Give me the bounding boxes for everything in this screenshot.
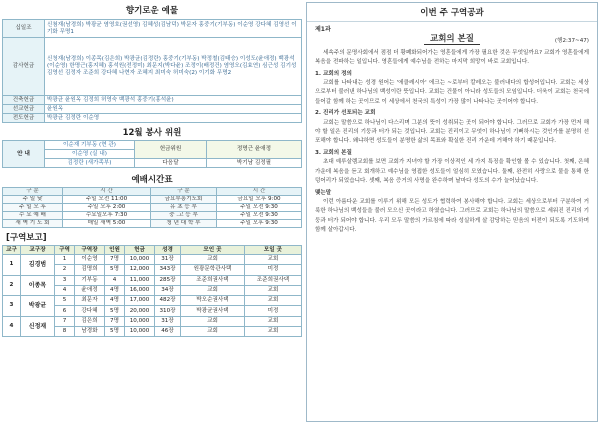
offering-names: 박광균 윤원옥 김정희 허영숙 백광석 홍중기(홍석윤) <box>45 96 302 105</box>
table-cell: 원광문학관사택 <box>181 265 245 275</box>
offering-category: 건축헌금 <box>3 96 45 105</box>
table-cell: 285장 <box>155 275 181 285</box>
lesson-number: 제1과 <box>315 26 331 33</box>
table-cell: 310장 <box>155 306 181 316</box>
table-cell: 조준희권사댁 <box>181 275 245 285</box>
table-row <box>3 38 302 96</box>
section-heading: 2. 진리가 선포되는 교회 <box>315 110 376 117</box>
table-cell: 5 <box>55 296 75 306</box>
table-cell: 강다혜 <box>75 306 105 316</box>
offering-names: 박광균 김정란 이순영 <box>45 114 302 123</box>
report-header: 성경 <box>155 246 181 255</box>
table-cell: 주일 오전 9:30 <box>217 212 302 220</box>
offering-names: 신첨재(남경희) 박광균 염영호(권선영) 김혜성(김남덕) 박문자 홍중기(기부동) 이순영 강다혜 김영선 이기화 무명1 <box>45 20 302 38</box>
staff-label: 안 내 <box>3 141 45 168</box>
table-cell: 343장 <box>155 265 181 275</box>
section-text: 교회는 말씀으로 하나님이 다스리며 그분의 뜻이 성취되는 곳이 되어야 합니다. 그러므로 교회가 가장 먼저 해야 할 일은 진리의 기둥과 터가 되는 것입니다. 교회는 진리이고 무엇이 하나님이 기뻐하시는 것인가를 분명히 선포해야 합니다. 왜냐하면 성도들이 분명한 삶의 목표와 확실한 진리 가운데 거해야 하기 때문입니다. <box>315 119 589 145</box>
table-cell: 5명 <box>105 306 125 316</box>
table-cell: 1 <box>55 255 75 265</box>
table-cell: 최문자 <box>75 296 105 306</box>
offering-title: 향기로운 예물 <box>125 6 179 16</box>
table-cell: 김명희 <box>75 265 105 275</box>
table-cell: 16,000 <box>125 285 155 295</box>
report-header: 교구장 <box>21 246 55 255</box>
table-row <box>3 275 302 285</box>
report-header: 교구 <box>3 246 21 255</box>
staff-name: 이순영 (실 내) <box>45 150 135 159</box>
district-number: 2 <box>3 275 21 296</box>
offering-table <box>2 19 302 123</box>
table-cell: 교회 <box>181 327 245 337</box>
district-number: 1 <box>3 255 21 276</box>
report-header: 헌금 <box>125 246 155 255</box>
table-cell: 수요일오후 7:30 <box>63 212 151 220</box>
offering-names: 윤원옥 <box>45 105 302 114</box>
table-cell: 7 <box>55 316 75 326</box>
table-cell: 12,000 <box>125 265 155 275</box>
schedule-header: 시 간 <box>217 188 302 196</box>
table-cell: 10,000 <box>125 316 155 326</box>
lesson-panel <box>306 2 598 422</box>
table-cell: 7명 <box>105 316 125 326</box>
table-cell: 20,000 <box>125 306 155 316</box>
table-row <box>3 96 302 105</box>
staff-value: 다음달 <box>135 159 207 168</box>
offering-category: 십일조 <box>3 20 45 38</box>
table-cell: 10,000 <box>125 255 155 265</box>
table-row <box>3 316 302 326</box>
staff-name: 이순재 기부동 (현 관) <box>45 141 135 150</box>
table-row <box>3 196 302 204</box>
schedule-header: 구 분 <box>151 188 217 196</box>
report-table <box>2 245 302 337</box>
section-text: 이런 아름다운 교회를 이루기 위해 모든 성도가 협력하여 봉사해야 합니다. 교회는 세상으로부터 구분하여 거룩한 하나님의 백성들을 불러 모으신 곳이라고 하였습니다. 그러므로 교회는 하나님의 말씀으로 세워진 진리의 기둥과 터가 되어야 합니다. 우리 모두 말씀의 가르침에 따라 성실하게 살 감당하는 믿음의 터전이 되도록 기도하며 함께 살아갑시다. <box>315 198 589 234</box>
table-cell: 유 초 등 부 <box>151 204 217 212</box>
table-cell: 4 <box>105 275 125 285</box>
table-cell: 6 <box>55 306 75 316</box>
table-cell: 기부동 <box>75 275 105 285</box>
report-header: 모인 곳 <box>181 246 245 255</box>
staff-title: 12월 봉사 위원 <box>122 128 182 138</box>
table-cell: 교회 <box>181 316 245 326</box>
table-cell: 이순영 <box>75 255 105 265</box>
district-number: 3 <box>3 296 21 317</box>
offering-category: 선교헌금 <box>3 105 45 114</box>
district-leader: 신정재 <box>21 316 55 337</box>
report-header: 인원 <box>105 246 125 255</box>
table-cell: 중 .고 등 부 <box>151 212 217 220</box>
table-cell: 31장 <box>155 255 181 265</box>
left-column <box>2 0 302 424</box>
table-cell: 매일 새벽 5:00 <box>63 220 151 228</box>
table-cell: 주일 오후 2:00 <box>63 204 151 212</box>
table-row <box>3 20 302 38</box>
staff-value: 박기남 김정필 <box>207 159 302 168</box>
table-cell: 윤애정 <box>75 285 105 295</box>
table-cell: 482장 <box>155 296 181 306</box>
table-row <box>3 296 302 306</box>
district-leader: 박광균 <box>21 296 55 317</box>
table-cell: 11,000 <box>125 275 155 285</box>
table-cell: 교회 <box>181 285 245 295</box>
offering-category: 감사헌금 <box>3 38 45 96</box>
table-cell: 31장 <box>155 316 181 326</box>
table-cell: 3 <box>55 275 75 285</box>
schedule-header: 구 분 <box>3 188 63 196</box>
table-row <box>3 212 302 220</box>
report-title: [구역보고] <box>6 233 47 243</box>
right-column <box>306 0 598 424</box>
lesson-body <box>307 22 597 239</box>
section-text: 교회를 나타내는 성경 원어는 '에클레시아' 에크는 ~로부터 칼레오는 불러내다의 합성어입니다. 교회는 세상으로부터 불러낸 하나님의 백성이란 뜻입니다. 교회는 건물이 아니라 성도들의 모임입니다. 더욱이 교회는 천국에 들어갈 함께 하는 곳이므로 이 세상에서 천국의 특성이 가장 많이 나타나는 곳이어야 합니다. <box>315 80 589 105</box>
table-cell: 5명 <box>105 265 125 275</box>
lesson-header: 이번 주 구역공과 <box>307 3 597 22</box>
district-leader: 김경범 <box>21 255 55 276</box>
table-cell: 미정 <box>245 265 302 275</box>
lesson-reference: (행2:37~47) <box>554 38 589 45</box>
table-cell: 10,000 <box>125 327 155 337</box>
table-cell: 박광균권사댁 <box>181 306 245 316</box>
table-cell: 박오순권사댁 <box>181 296 245 306</box>
table-cell: 금요부흥기도회 <box>151 196 217 204</box>
table-cell: 34장 <box>155 285 181 295</box>
offering-names: 신청재(남경희) 이종목(김은희) 박광균(김정란) 홍중기(기부동) 박정철(김태승) 이성도(윤애정) 백광석(이순영) 한명근(홍지혜) 홍석원(전정미) 최문지(박다윤) 조정이(배정건) 염영오(김효연) 심근성 김기성 김영선 김정자 조준희 강다혜 나현자 조혜지 최미숙 허미숙(2) 이기화 무명2 <box>45 38 302 96</box>
table-cell: 남경화 <box>75 327 105 337</box>
table-cell: 5명 <box>105 327 125 337</box>
table-cell: 청 년 대 학 부 <box>151 220 217 228</box>
table-cell: 46장 <box>155 327 181 337</box>
table-cell: 교회 <box>245 296 302 306</box>
table-cell: 교회 <box>181 255 245 265</box>
table-cell: 4명 <box>105 296 125 306</box>
section-text: 초대 예루살렘교회를 보면 교회가 지녀야 할 가장 이상적인 세 가지 특징을 확인할 볼 수 있습니다. 첫째, 은혜 가운데 복음을 듣고 회개하고 예수님을 영접한 성도들이 얼심히 모였습니다. 둘째, 완전히 사랑으로 물을 통해 한 덩어리가 되었습니다. 셋째, 복음 증거의 사명을 완수하며 날마다 성도의 수가 늘어났습니다. <box>315 159 589 185</box>
table-cell: 주일 오후 9:30 <box>217 220 302 228</box>
staff-head: 헌금위원 <box>135 141 207 159</box>
report-header: 구역장 <box>75 246 105 255</box>
table-cell: 교회 <box>245 316 302 326</box>
section-heading: 1. 교회의 정의 <box>315 70 352 77</box>
table-row <box>3 220 302 228</box>
table-cell: 8 <box>55 327 75 337</box>
section-heading: 맺는말 <box>315 189 332 196</box>
table-cell: 주일 오전 11:00 <box>63 196 151 204</box>
table-cell: 2 <box>55 265 75 275</box>
table-cell: 4명 <box>105 285 125 295</box>
schedule-table <box>2 187 302 228</box>
section-heading: 3. 교회의 본질 <box>315 149 352 156</box>
table-cell: 교회 <box>245 327 302 337</box>
table-cell: 수 요 예 배 <box>3 212 63 220</box>
table-cell: 금요일 오후 9:00 <box>217 196 302 204</box>
district-leader: 이종목 <box>21 275 55 296</box>
staff-table <box>2 140 302 168</box>
table-row <box>3 204 302 212</box>
lesson-intro: 세속주의 문명사회에서 점점 더 황폐화되어가는 영혼들에게 가장 필요한 것은 무엇일까요? 교회가 영혼들에게 복음을 전파하는 일입니다. 영혼들에게 예수님을 전하는 마지막 희망이 바로 교회입니다. <box>315 49 589 66</box>
table-cell: 미정 <box>245 306 302 316</box>
staff-name: 김정란 (새가족부) <box>45 159 135 168</box>
table-cell: 주 일 낮 <box>3 196 63 204</box>
lesson-title: 교회의 본질 <box>424 34 480 45</box>
lesson-title-row <box>315 35 589 45</box>
table-cell: 4 <box>55 285 75 295</box>
report-header: 모일 곳 <box>245 246 302 255</box>
report-header: 구역 <box>55 246 75 255</box>
table-cell: 새 벽 기 도 회 <box>3 220 63 228</box>
table-cell: 주일 오전 9:30 <box>217 204 302 212</box>
table-cell: 7명 <box>105 255 125 265</box>
offering-category: 전도헌금 <box>3 114 45 123</box>
table-cell: 김은희 <box>75 316 105 326</box>
table-cell: 주 일 오 후 <box>3 204 63 212</box>
table-cell: 교회 <box>245 255 302 265</box>
table-cell: 교회 <box>245 285 302 295</box>
table-row <box>3 255 302 265</box>
schedule-header: 시 간 <box>63 188 151 196</box>
staff-head: 정명근 윤애정 <box>207 141 302 159</box>
table-row <box>3 114 302 123</box>
table-cell: 17,000 <box>125 296 155 306</box>
table-cell: 조준희권사댁 <box>245 275 302 285</box>
schedule-title: 예배시간표 <box>131 175 173 185</box>
table-row <box>3 105 302 114</box>
district-number: 4 <box>3 316 21 337</box>
